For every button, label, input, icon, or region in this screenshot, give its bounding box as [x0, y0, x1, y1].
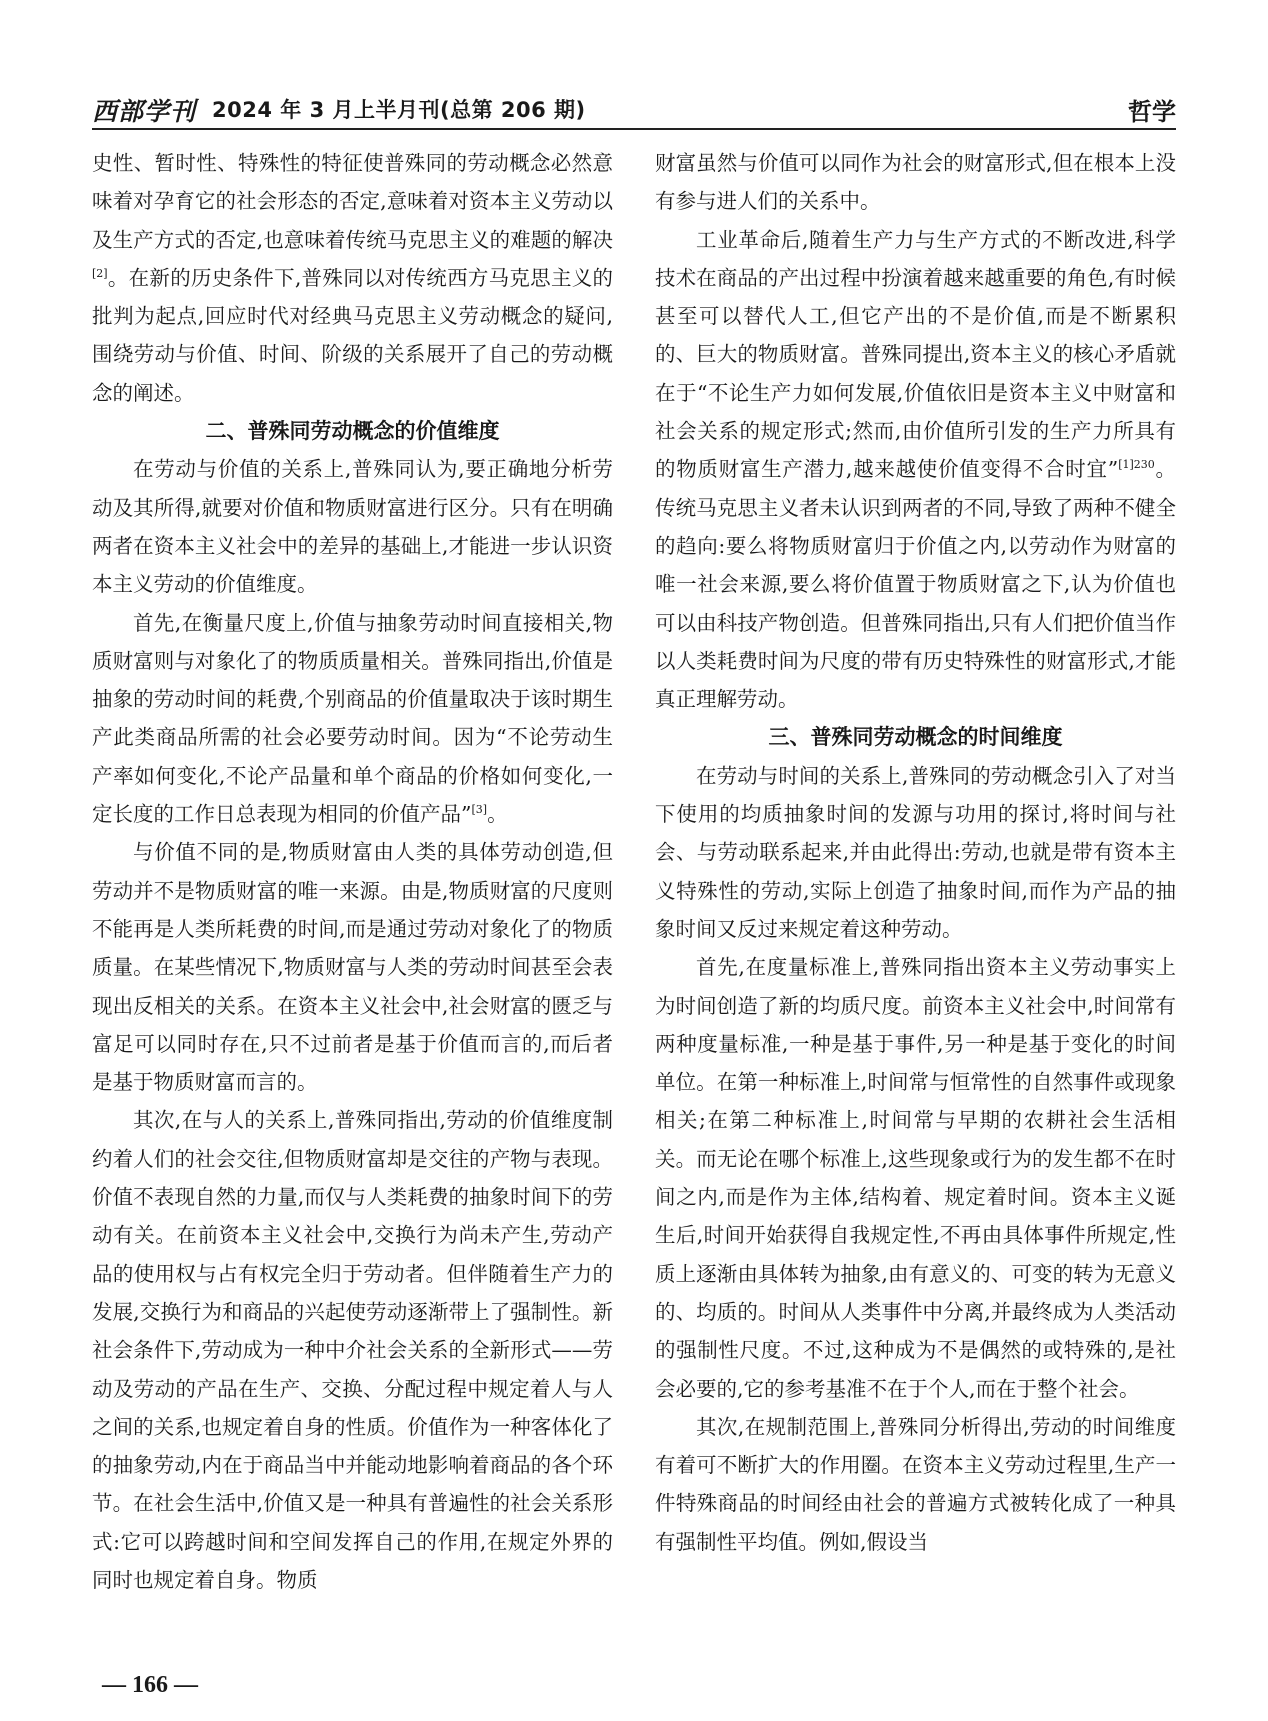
paragraph — [655, 757, 1176, 948]
right-column — [655, 144, 1176, 1561]
paragraph-text: 财富虽然与价值可以同作为社会的财富形式,但在根本上没有参与进人们的关系中。 — [655, 151, 1176, 214]
paragraph-text: 工业革命后,随着生产力与生产方式的不断改进,科学技术在商品的产出过程中扮演着越来越重要的角色,有时候甚至可以替代人工,但它产出的不是价值,而是不断累积的、巨大的物质财富。普殊同提出,资本主义的核心矛盾就在于“不论生产力如何发展,价值依旧是资本主义中财富和社会关系的规定形式;然而,由价值所引发的生产力所具有的物质财富生产潜力,越来越使价值变得不合时宜” — [655, 227, 1176, 482]
paragraph-text: 在劳动与时间的关系上,普殊同的劳动概念引入了对当下使用的均质抽象时间的发源与功用的探讨,将时间与社会、与劳动联系起来,并由此得出:劳动,也就是带有资本主义特殊性的劳动,实际上创造了抽象时间,而作为产品的抽象时间又反过来规定着这种劳动。 — [655, 763, 1176, 941]
header-rule — [92, 128, 1176, 130]
paragraph-text: 史性、暂时性、特殊性的特征使普殊同的劳动概念必然意味着对孕育它的社会形态的否定,意味着对资本主义劳动以及生产方式的否定,也意味着传统马克思主义的难题的解决 — [92, 151, 613, 252]
paragraph — [92, 144, 613, 412]
paragraph-text: 其次,在规制范围上,普殊同分析得出,劳动的时间维度有着可不断扩大的作用圈。在资本主义劳动过程里,生产一件特殊商品的时间经由社会的普遍方式被转化成了一种具有强制性平均值。例如,假设当 — [655, 1414, 1176, 1554]
paragraph-text: 与价值不同的是,物质财富由人类的具体劳动创造,但劳动并不是物质财富的唯一来源。由是,物质财富的尺度则不能再是人类所耗费的时间,而是通过劳动对象化了的物质质量。在某些情况下,物质财富与人类的劳动时间甚至会表现出反相关的关系。在资本主义社会中,社会财富的匮乏与富足可以同时存在,只不过前者是基于价值而言的,而后者是基于物质财富而言的。 — [92, 840, 613, 1095]
section-tag: 哲学 — [1128, 98, 1176, 126]
paragraph-text-tail: 。 — [487, 802, 508, 827]
left-column — [92, 144, 613, 1599]
page-number: — 166 — — [102, 1672, 198, 1698]
paragraph — [92, 833, 613, 1101]
paragraph-text-tail: 。在新的历史条件下,普殊同以对传统西方马克思主义的批判为起点,回应时代对经典马克思主义劳动概念的疑问,围绕劳动与价值、时间、阶级的关系展开了自己的劳动概念的阐述。 — [92, 265, 613, 405]
section-heading-text: 三、普殊同劳动概念的时间维度 — [768, 725, 1063, 750]
paragraph — [92, 450, 613, 603]
citation-ref: [3] — [471, 803, 488, 817]
section-heading — [655, 718, 1176, 756]
paragraph — [655, 221, 1176, 719]
paragraph-text: 首先,在度量标准上,普殊同指出资本主义劳动事实上为时间创造了新的均质尺度。前资本主义社会中,时间常有两种度量标准,一种是基于事件,另一种是基于变化的时间单位。在第一种标准上,时间常与恒常性的自然事件或现象相关;在第二种标准上,时间常与早期的农耕社会生活相关。而无论在哪个标准上,这些现象或行为的发生都不在时间之内,而是作为主体,结构着、规定着时间。资本主义诞生后,时间开始获得自我规定性,不再由具体事件所规定,性质上逐渐由具体转为抽象,由有意义的、可变的转为无意义的、均质的。时间从人类事件中分离,并最终成为人类活动的强制性尺度。不过,这种成为不是偶然的或特殊的,是社会必要的,它的参考基准不在于个人,而在于整个社会。 — [655, 955, 1176, 1401]
citation-ref: [1]230 — [1118, 458, 1155, 472]
issue-info: 2024 年 3 月上半月刊(总第 206 期) — [212, 98, 586, 122]
paragraph — [655, 1408, 1176, 1561]
citation-ref: [2] — [92, 266, 108, 280]
section-heading-text: 二、普殊同劳动概念的价值维度 — [205, 419, 500, 444]
running-header — [92, 86, 1176, 126]
paragraph — [92, 604, 613, 834]
section-heading — [92, 412, 613, 450]
paragraph-text: 在劳动与价值的关系上,普殊同认为,要正确地分析劳动及其所得,就要对价值和物质财富进行区分。只有在明确两者在资本主义社会中的差异的基础上,才能进一步认识资本主义劳动的价值维度。 — [92, 457, 613, 597]
paragraph — [655, 144, 1176, 221]
paragraph-text: 首先,在衡量尺度上,价值与抽象劳动时间直接相关,物质财富则与对象化了的物质质量相关。普殊同指出,价值是抽象的劳动时间的耗费,个别商品的价值量取决于该时期生产此类商品所需的社会必要劳动时间。因为“不论劳动生产率如何变化,不论产品量和单个商品的价格如何变化,一定长度的工作日总表现为相同的价值产品” — [92, 610, 613, 827]
paragraph-text-tail: 。传统马克思主义者未认识到两者的不同,导致了两种不健全的趋向:要么将物质财富归于价值之内,以劳动作为财富的唯一社会来源,要么将价值置于物质财富之下,认为价值也可以由科技产物创造。但普殊同指出,只有人们把价值当作以人类耗费时间为尺度的带有历史特殊性的财富形式,才能真正理解劳动。 — [655, 457, 1176, 712]
paragraph-text: 其次,在与人的关系上,普殊同指出,劳动的价值维度制约着人们的社会交往,但物质财富却是交往的产物与表现。价值不表现自然的力量,而仅与人类耗费的抽象时间下的劳动有关。在前资本主义社会中,交换行为尚未产生,劳动产品的使用权与占有权完全归于劳动者。但伴随着生产力的发展,交换行为和商品的兴起使劳动逐渐带上了强制性。新社会条件下,劳动成为一种中介社会关系的全新形式——劳动及劳动的产品在生产、交换、分配过程中规定着人与人之间的关系,也规定着自身的性质。价值作为一种客体化了的抽象劳动,内在于商品当中并能动地影响着商品的各个环节。在社会生活中,价值又是一种具有普遍性的社会关系形式:它可以跨越时间和空间发挥自己的作用,在规定外界的同时也规定着自身。物质 — [92, 1108, 613, 1592]
journal-logo: 西部学刊 — [92, 97, 197, 126]
paragraph — [92, 1101, 613, 1599]
paragraph — [655, 948, 1176, 1408]
